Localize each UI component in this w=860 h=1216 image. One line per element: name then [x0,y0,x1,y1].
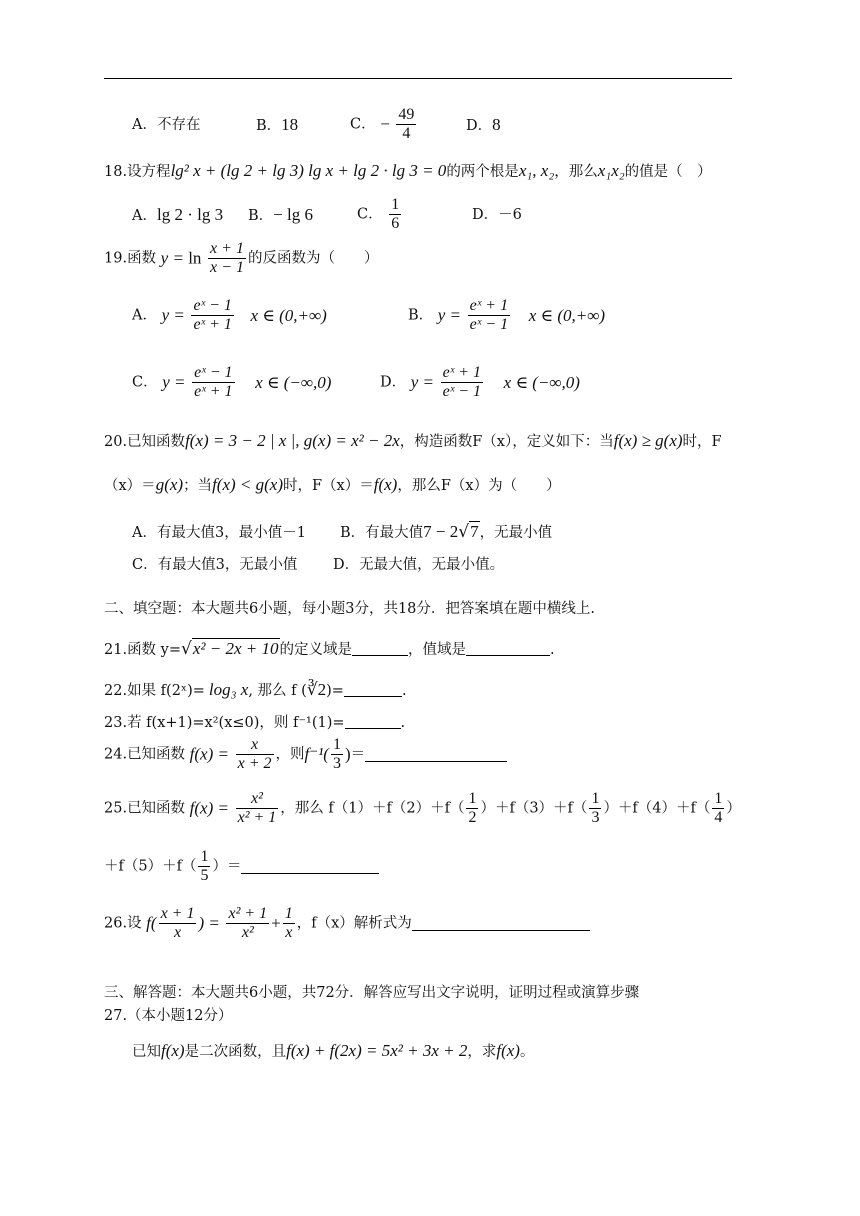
question-number: 24. [104,746,128,763]
q19-option-c-fraction [192,364,234,401]
q19-option-d-fraction [441,364,483,401]
answer-blank[interactable] [344,682,402,697]
frac-numerator: 1 [591,790,600,807]
q21-prefix: 函数 y= [127,642,182,658]
q26-text: ，f（x）解析式为 [296,915,412,932]
answer-blank[interactable] [241,859,379,874]
q19-option-b [408,297,605,341]
minus-sign: − [380,114,390,134]
q20-option-d: D．无最大值，无最小值。 [333,557,505,573]
q21-text: ，值域是 [408,642,466,658]
q19-option-a-label: A． [132,307,157,324]
q25-line1 [104,790,741,836]
q26-f-open: f( [146,913,157,933]
frac-numerator: eˣ − 1 [193,297,232,314]
q20-option-b-expr: 7 − 2 [423,522,459,541]
q18-option-a-value: lg 2 · lg 3 [156,205,224,224]
frac-denominator: eˣ + 1 [193,316,232,333]
q18-options [132,196,732,240]
section-2-heading: 二、填空题：本大题共6小题，每小题3分，共18分．把答案填在题中横线上. [104,601,596,617]
q20-text: 时，F [682,434,722,450]
q24 [104,736,507,780]
header-rule [104,78,732,79]
q18-option-b-label: B． [248,208,274,224]
frac-numerator: x + 1 [210,240,244,257]
q18-stem [104,161,712,182]
q25-text: ）＋f（4）＋f（ [603,800,711,817]
q17-option-d-label: D． [466,118,493,134]
q18-option-c-label: C． [357,206,383,223]
q27-fx: f(x) [161,1041,185,1060]
q22-prefix: 如果 f(2ˣ)= [127,683,205,699]
question-number: 23. [104,715,128,731]
q20-condition-2: f(x) < g(x) [212,475,283,494]
q25-text: ，那么 f（1）＋f（2）＋f（ [280,800,465,817]
q18-mid2: ，那么 [554,164,598,180]
q19-lhs: y = [160,248,189,268]
y-equals: y = [162,372,186,392]
answer-blank[interactable] [345,714,401,729]
frac-denominator: x − 1 [210,259,244,276]
q19-option-c-label: C． [132,374,158,391]
q19-option-b-fraction [468,297,510,334]
y-equals: y = [410,372,435,392]
frac-numerator: 1 [714,790,723,807]
q24-equals: ＝ [350,746,366,763]
frac-denominator: x [173,924,182,941]
q18-option-a-label: A． [132,208,157,224]
q26-prefix: 设 [127,915,142,932]
q18-mid: 的两个根是 [446,164,519,180]
frac-denominator: x + 2 [237,755,272,772]
q22 [104,680,407,701]
frac-numerator: 1 [468,790,477,807]
q25-text: ）＋f（3）＋f（ [480,800,588,817]
q17-option-c-fraction [396,106,416,143]
q17-option-b [256,115,298,136]
q27-header: 27.（本小题12分） [104,1008,233,1024]
q26 [104,905,590,951]
q26-rhs2-fraction [283,905,295,942]
plus-sign: + [271,913,281,933]
q27-stem [132,1041,534,1062]
q25-text: ＋f（5）＋f（ [104,858,197,875]
q25-prefix: 已知函数 [127,800,186,817]
frac-denominator: x [285,924,293,941]
q25-quarter [712,790,724,827]
q19-option-c [132,364,331,408]
q20-option-b [340,521,552,543]
sqrt-symbol: √ [458,522,470,542]
q19-stem [104,240,378,284]
q19-option-d-domain: x ∈ (−∞,0) [503,372,580,392]
frac-numerator: 49 [398,106,415,123]
q18-product: x₁x₂ [597,161,625,180]
q26-f-close: ) = [198,913,220,933]
frac-denominator: 6 [391,215,400,232]
frac-numerator: eˣ + 1 [469,297,509,314]
q19-option-a [132,297,327,341]
q21-text: 的定义域是 [279,642,352,658]
q19-fraction [208,240,246,277]
q24-inverse: f⁻¹( [304,744,329,764]
q19-option-a-domain: x ∈ (0,+∞) [250,305,327,325]
q17-option-d [466,115,501,136]
answer-blank[interactable] [466,641,550,656]
frac-numerator: 1 [391,196,400,213]
q25-third [589,790,601,827]
frac-numerator: x² + 1 [228,905,268,922]
answer-blank[interactable] [365,747,507,762]
frac-denominator: x² + 1 [237,809,277,826]
q21 [104,638,555,660]
q19-suffix: 的反函数为（ ） [247,250,379,267]
q20-option-b-radicand: 7 [470,522,479,541]
q26-lhs-fraction [159,905,197,942]
q25-fx: f(x) = [189,798,229,818]
q27-text: 已知 [132,1044,161,1060]
frac-denominator: 3 [332,755,341,772]
question-number: 18. [104,164,128,180]
q18-option-d: D．－6 [472,207,522,223]
question-number: 26. [104,915,128,932]
q22-cube-root: ∛2 [306,680,327,699]
q20-text: （x）＝ [104,478,156,494]
frac-denominator: eˣ − 1 [442,383,482,400]
q17-option-a: A．不存在 [132,117,201,133]
question-number: 21. [104,642,128,658]
q21-radicand: x² − 2x + 10 [192,639,279,658]
q25-text: ） [726,800,741,817]
q21-period: . [550,642,555,658]
frac-denominator: 4 [714,809,723,826]
q27-text: ，求 [467,1044,497,1060]
q18-option-c [357,196,403,233]
q17-option-d-value: 8 [492,115,501,134]
q18-option-b-value: − lg 6 [273,205,313,224]
q27-fx: f(x) [496,1041,520,1060]
q20-text: 时，F（x）＝ [283,478,374,494]
ln-symbol: ln [188,248,202,268]
section-3-heading: 三、解答题：本大题共6小题，共72分．解答应写出文字说明，证明过程或演算步骤 [104,985,640,1001]
y-equals: y = [161,305,185,325]
q17-option-b-value: 18 [281,115,299,134]
frac-numerator: 1 [332,736,341,753]
q18-option-c-fraction [389,196,401,233]
q19-option-c-domain: x ∈ (−∞,0) [255,372,332,392]
frac-denominator: 2 [468,809,477,826]
frac-denominator: 5 [200,867,209,884]
q18-roots: x₁, x₂ [518,161,555,180]
q26-rhs-fraction [226,905,269,942]
q18-option-b [248,205,313,226]
q23 [104,713,405,733]
q25-half [466,790,478,827]
frac-numerator: x [236,736,274,755]
sqrt-symbol: √ [181,639,192,659]
frac-numerator: 1 [200,848,209,865]
question-number: 19. [104,250,128,267]
q20-gx: g(x) [155,475,184,494]
q24-arg-fraction [331,736,343,773]
q27-text: 。 [519,1044,535,1060]
frac-numerator: eˣ − 1 [194,364,233,381]
q19-option-d-label: D． [380,374,407,391]
q20-stem-line2 [104,475,561,496]
q17-option-b-label: B． [256,118,282,134]
q25-text: ）＝ [212,858,242,875]
frac-denominator: eˣ + 1 [194,383,233,400]
q20-fx: f(x) [373,475,398,494]
q19-option-b-domain: x ∈ (0,+∞) [528,305,605,325]
q19-prefix: 函数 [127,250,157,267]
q25-fraction [236,790,279,827]
answer-blank[interactable] [412,916,590,931]
q20-option-c: C．有最大值3，无最小值 [132,557,298,573]
q22-text: , 那么 f ( [248,683,307,699]
q20-text: ，那么F（x）为（ ） [397,478,561,494]
frac-denominator: 3 [591,809,600,826]
q20-text: 已知函数 [127,434,186,450]
answer-blank[interactable] [352,641,408,656]
frac-denominator: x² [241,924,254,941]
q27-equation: f(x) + f(2x) = 5x² + 3x + 2 [286,1041,468,1060]
q20-option-b-text: B．有最大值 [340,525,424,541]
q19-option-a-fraction [191,297,233,334]
q23-period: . [400,715,406,731]
q20-option-b-text: ，无最小值 [479,525,553,541]
q20-text: ；当 [183,478,213,494]
q20-option-a: A．有最大值3，最小值－1 [132,525,306,541]
question-number: 22. [104,683,128,699]
q24-text: ，则 [275,746,305,763]
frac-numerator: 1 [284,905,293,922]
q17-option-c [350,106,418,143]
frac-numerator: eˣ + 1 [442,364,482,381]
question-number: 25. [104,800,128,817]
q27-text: 是二次函数，且 [184,1044,287,1060]
q22-text: )= [326,683,344,699]
q18-equation: lg² x + (lg 2 + lg 3) lg x + lg 2 · lg 3 = 0 [170,161,447,180]
q24-close-paren: ) [344,744,351,764]
q23-text: 若 f(x+1)=x²(x≤0)，则 f⁻¹(1)= [127,715,345,731]
question-number: 20. [104,434,128,450]
q18-option-a [132,205,223,226]
q24-fraction [236,736,274,773]
q18-suffix: 的值是（ ） [624,164,712,180]
q20-text: ，构造函数F（x），定义如下：当 [399,434,614,450]
q20-condition-1: f(x) ≥ g(x) [613,431,683,450]
q22-log: log₃ x [208,680,249,699]
frac-denominator: eˣ − 1 [469,316,509,333]
q25-fifth [198,848,210,885]
q17-option-c-label: C． [350,116,376,133]
q18-prefix: 设方程 [127,164,171,180]
q24-fx: f(x) = [189,744,229,764]
q20-function-definitions: f(x) = 3 − 2 | x |, g(x) = x² − 2x [185,431,400,450]
q19-option-b-label: B． [408,307,434,324]
frac-numerator: x + 1 [160,905,195,922]
q19-option-d [380,364,580,408]
q24-prefix: 已知函数 [127,746,186,763]
q22-period: . [401,683,407,699]
frac-denominator: 4 [402,125,411,142]
q20-stem-line1 [104,431,722,452]
frac-numerator: x² [236,790,279,809]
y-equals: y = [437,305,462,325]
q25-line2 [104,848,379,894]
